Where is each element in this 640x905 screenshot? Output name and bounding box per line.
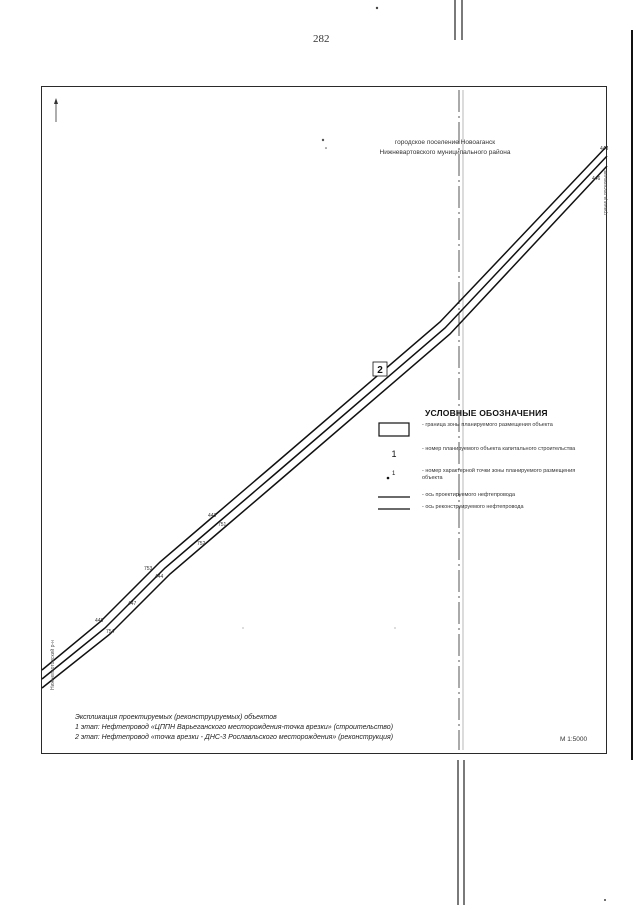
settlement-line-1: городское поселение Новоаганск — [394, 139, 496, 146]
legend-text: - номер характерной точки зоны планируемого размещения объекта — [422, 468, 576, 481]
page-number: 282 — [313, 33, 330, 45]
explication — [75, 713, 393, 743]
legend-item-point — [378, 468, 583, 488]
legend-text: - граница зоны планируемого размещения объекта — [422, 422, 553, 428]
scan-speck — [242, 627, 243, 628]
explication-line-1: 1 этап: Нефтепровод «ЦППН Варьеганского месторождения-точка врезки» (строительство) — [75, 724, 394, 731]
side-label-right: граница поселения — [603, 170, 609, 215]
point-label: 448 — [600, 146, 609, 152]
legend-text: - ось проектируемого нефтепровода — [422, 492, 516, 498]
legend-text: - номер планируемого объекта капитального строительства — [422, 446, 576, 452]
characteristic-point-icon — [378, 468, 410, 484]
legend-item-reconstructed-axis — [378, 504, 583, 524]
object-number: 2 — [377, 365, 383, 376]
north-arrow-icon — [54, 98, 58, 104]
zone-rectangle-icon — [378, 422, 410, 438]
legend-title: УСЛОВНЫЕ ОБОЗНАЧЕНИЯ — [425, 408, 548, 418]
explication-line-2: 2 этап: Нефтепровод «точка врезки - ДНС-3 Рославльского месторождения» (реконструкция) — [75, 734, 394, 741]
scan-speck — [322, 139, 324, 141]
explication-title: Экспликация проектируемых (реконструируемых) объектов — [75, 714, 277, 721]
legend-item-object-number — [378, 446, 583, 466]
point-label: 753 — [144, 566, 153, 572]
legend-item-zone — [378, 422, 583, 442]
point-label: 447 — [128, 601, 137, 607]
point-label: 752 — [197, 541, 206, 547]
side-label-left: Нижневартовский р-н — [50, 640, 56, 690]
scan-speck — [325, 147, 327, 149]
svg-text:1: 1 — [391, 449, 397, 459]
scan-speck — [604, 899, 606, 901]
reconstructed-axis-line-icon — [378, 504, 410, 520]
point-label: 443 — [208, 513, 217, 519]
scan-speck — [394, 627, 395, 628]
svg-text:1: 1 — [392, 471, 396, 477]
point-label: 754 — [106, 629, 115, 635]
scan-speck — [376, 7, 378, 9]
map-scale: М 1:5000 — [560, 736, 588, 743]
point-label: 448 — [95, 618, 104, 624]
settlement-line-2: Нижневартовского муниципального района — [379, 149, 511, 156]
legend-text: - ось реконструируемого нефтепровода — [422, 504, 524, 510]
point-label: 751 — [218, 522, 227, 528]
point-label: 446 — [592, 176, 601, 182]
object-number-icon — [378, 446, 410, 462]
settlement-label — [350, 138, 540, 158]
point-label: 444 — [155, 574, 164, 580]
